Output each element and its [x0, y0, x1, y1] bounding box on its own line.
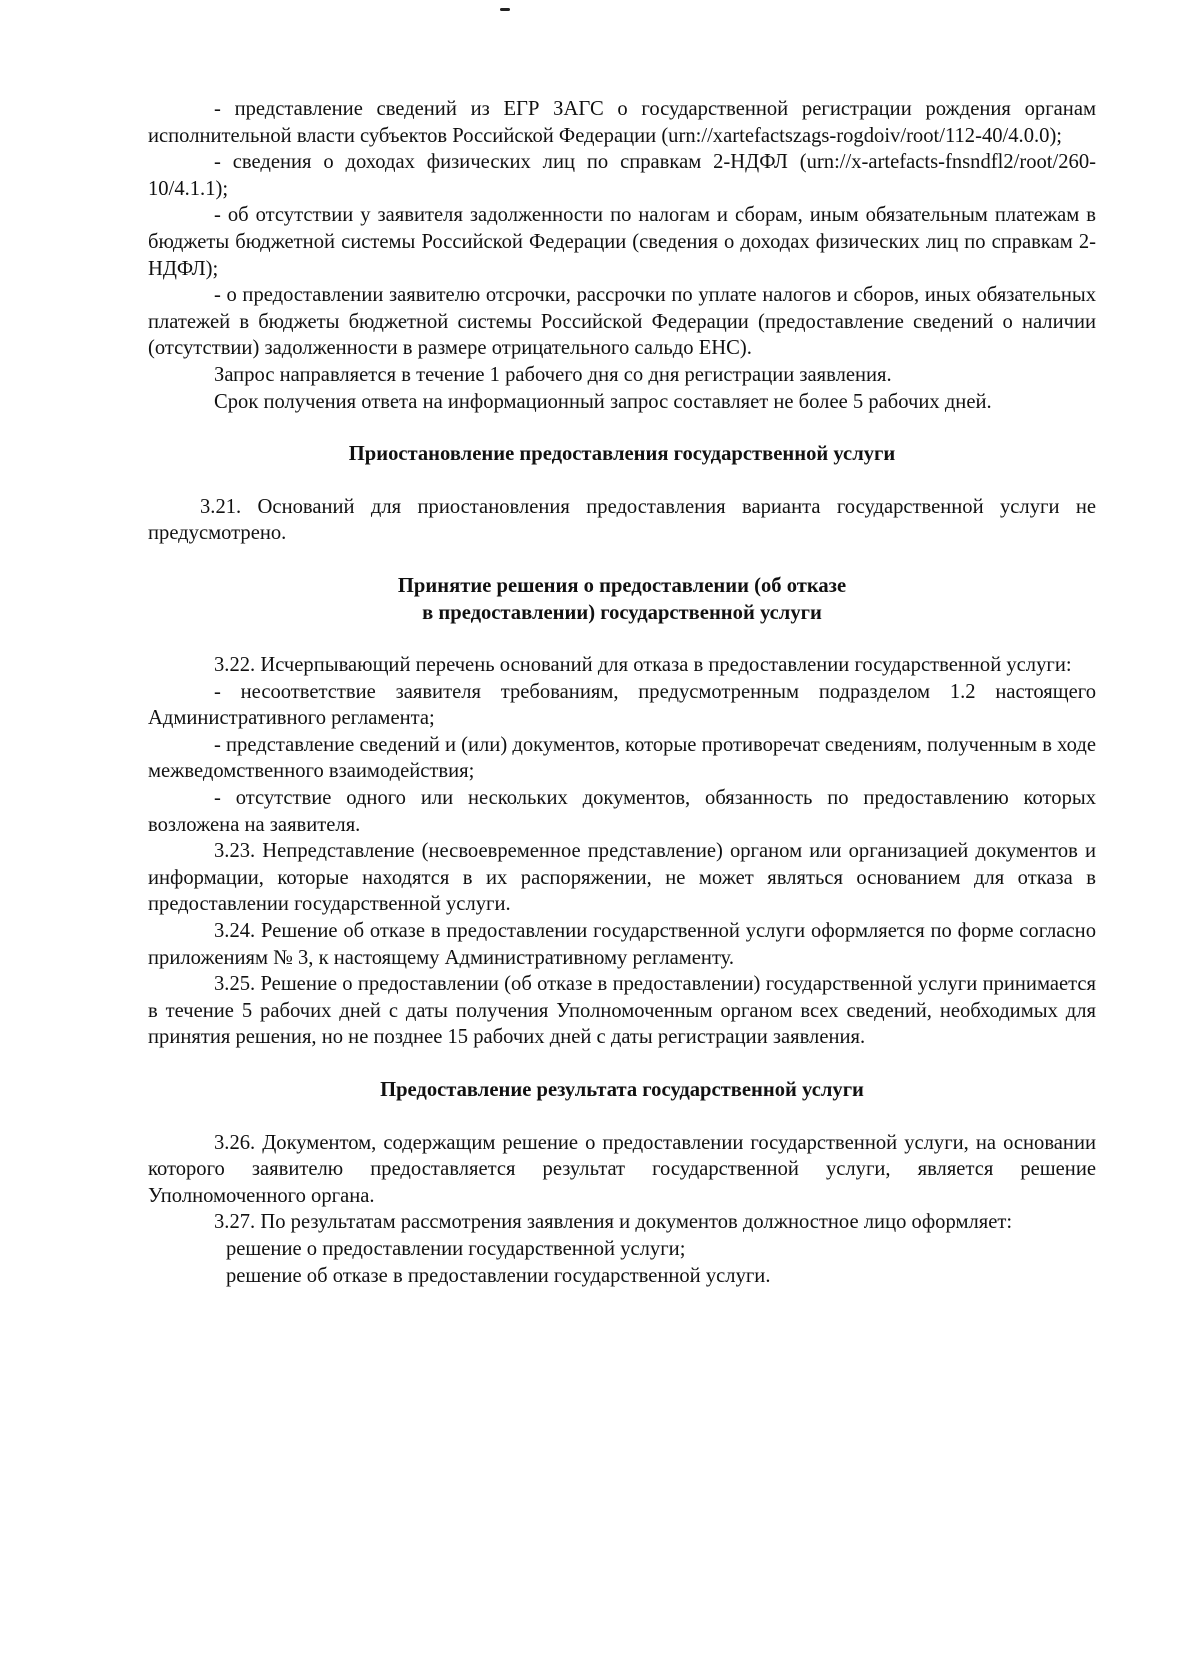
paragraph-deferral: - о предоставлении заявителю отсрочки, рассрочки по уплате налогов и сборов, иных обязательных платежей в бюджеты бюджетной системы Российской Федерации (предоставление сведений о наличии (отсутствии) задолженности в размере отрицательного сальдо ЕНС).	[148, 284, 1096, 360]
paragraph-response-term: Срок получения ответа на информационный запрос составляет не более 5 рабочих дней.	[214, 390, 992, 413]
paragraph-3-23: 3.23. Непредставление (несвоевременное представление) органом или организацией документов и информации, которые находятся в их распоряжении, не может являться основанием для отказа в предоставлении государственной услуги.	[148, 840, 1096, 916]
paragraph-request-term: Запрос направляется в течение 1 рабочего дня со дня регистрации заявления.	[214, 363, 892, 386]
paragraph-egr-zags: - представление сведений из ЕГР ЗАГС о государственной регистрации рождения органам исполнительной власти субъектов Российской Федерации (urn://xartefactszags-rogdoiv/root/112-40/4.0.0);	[148, 98, 1096, 147]
paragraph-3-22-item1: - несоответствие заявителя требованиям, предусмотренным подразделом 1.2 настоящего Административного регламента;	[148, 680, 1096, 730]
paragraph-no-debt: - об отсутствии у заявителя задолженности по налогам и сборам, иным обязательным платежам в бюджеты бюджетной системы Российской Федерации (сведения о доходах физических лиц по справкам 2-НДФЛ);	[148, 204, 1096, 280]
paragraph-3-24: 3.24. Решение об отказе в предоставлении государственной услуги оформляется по форме согласно приложениям № 3, к настоящему Административному регламенту.	[148, 920, 1096, 969]
scan-mark	[500, 8, 510, 11]
paragraph-3-22-item2: - представление сведений и (или) документов, которые противоречат сведениям, полученным в ходе межведомственного взаимодействия;	[148, 733, 1096, 783]
document-page	[148, 96, 1096, 1289]
result-item-refusal: решение об отказе в предоставлении государственной услуги.	[226, 1264, 771, 1287]
paragraph-3-27: 3.27. По результатам рассмотрения заявления и документов должностное лицо оформляет:	[214, 1211, 1013, 1234]
paragraph-3-21: 3.21. Оснований для приостановления предоставления варианта государственной услуги не предусмотрено.	[148, 495, 1096, 545]
heading-decision-line2: в предоставлении) государственной услуги	[422, 601, 822, 624]
heading-suspension: Приостановление предоставления государственной услуги	[348, 443, 896, 466]
paragraph-3-22: 3.22. Исчерпывающий перечень оснований для отказа в предоставлении государственной услуги:	[214, 654, 1072, 677]
paragraph-3-22-item3: - отсутствие одного или нескольких документов, обязанность по предоставлению которых возложена на заявителя.	[148, 787, 1096, 836]
paragraph-ndfl: - сведения о доходах физических лиц по справкам 2-НДФЛ (urn://x-artefacts-fnsndfl2/root/260-10/4.1.1);	[148, 151, 1096, 200]
result-item-grant: решение о предоставлении государственной услуги;	[226, 1237, 686, 1260]
heading-decision-line1: Принятие решения о предоставлении (об отказе	[397, 574, 847, 597]
heading-result: Предоставление результата государственной услуги	[380, 1079, 864, 1101]
paragraph-3-26: 3.26. Документом, содержащим решение о предоставлении государственной услуги, на основании которого заявителю предоставляется результат государственной услуги, является решение Уполномоченного органа.	[148, 1131, 1096, 1207]
paragraph-3-25: 3.25. Решение о предоставлении (об отказе в предоставлении) государственной услуги принимается в течение 5 рабочих дней с даты получения Уполномоченным органом всех сведений, необходимых для принятия решения, но не позднее 15 рабочих дней с даты регистрации заявления.	[148, 973, 1096, 1049]
